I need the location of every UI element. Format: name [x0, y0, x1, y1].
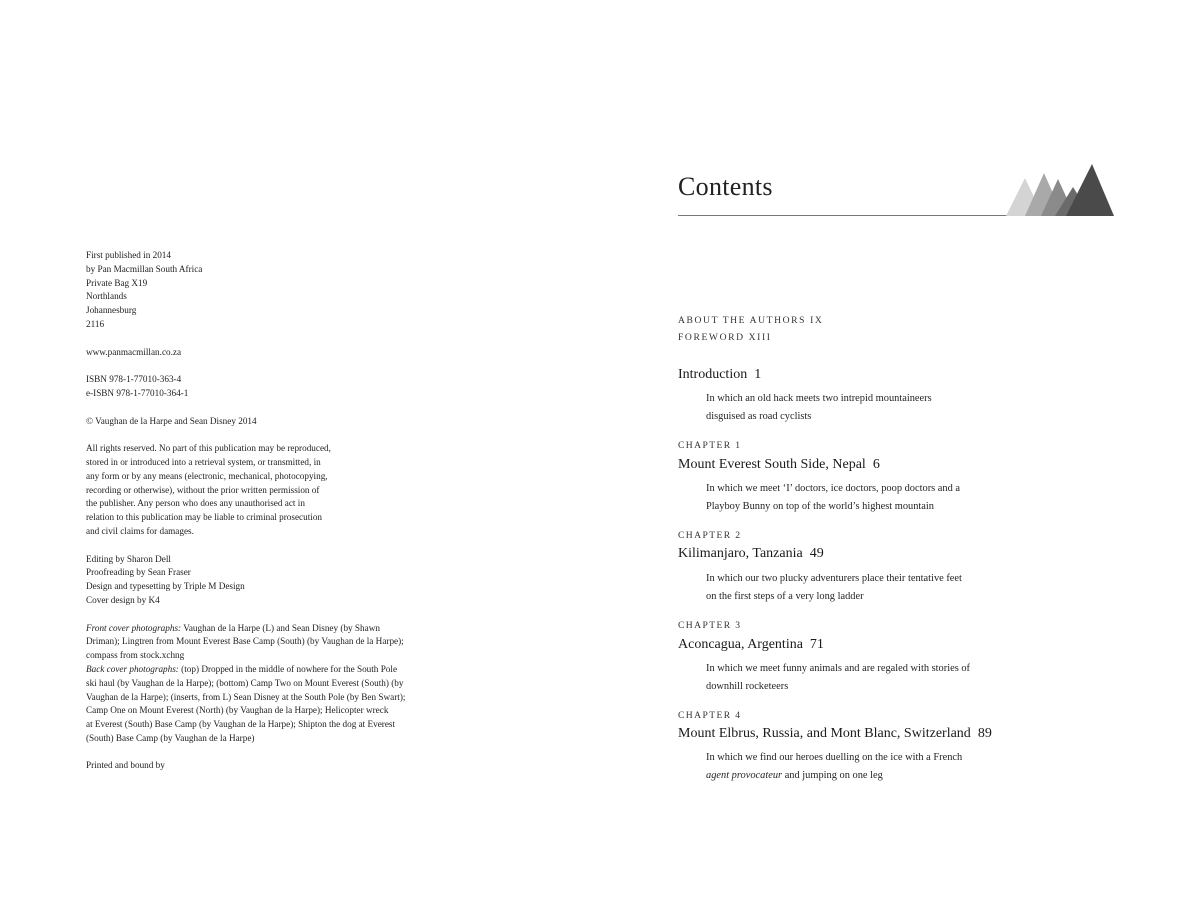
toc-description: [706, 660, 1016, 696]
chapter-label: CHAPTER 2: [678, 530, 742, 541]
toc-front-item[interactable]: [678, 315, 823, 326]
toc-page: 1: [754, 367, 762, 382]
toc-front-page: XIII: [748, 332, 772, 343]
toc-front-page: IX: [810, 315, 824, 326]
toc-page: 89: [977, 726, 992, 741]
credit-line: Cover design by K4: [86, 594, 160, 605]
chapter-label: CHAPTER 4: [678, 710, 742, 721]
chapter-label: CHAPTER 3: [678, 620, 742, 631]
front-cover-credit: [86, 622, 426, 636]
publisher-line: 2116: [86, 318, 105, 329]
mountains-icon: [1003, 163, 1115, 217]
front-cover-text: Vaughan de la Harpe (L) and Sean Disney (by Shawn: [181, 622, 380, 633]
toc-desc-rest: and jumping on one leg: [782, 770, 883, 781]
toc-introduction[interactable]: [678, 367, 761, 383]
toc-chapter-3[interactable]: [678, 637, 824, 653]
toc-desc-line: In which we meet ‘I’ doctors, ice doctors, poop doctors and a: [706, 483, 961, 494]
toc-title: Mount Elbrus, Russia, and Mont Blanc, Switzerland: [678, 726, 971, 741]
rights-line: relation to this publication may be liable to criminal prosecution: [86, 512, 323, 523]
rights-line: All rights reserved. No part of this publication may be reproduced,: [86, 443, 331, 454]
contents-title: Contents: [678, 172, 773, 201]
toc-desc-line: downhill rocketeers: [706, 681, 789, 692]
toc-front-label: ABOUT THE AUTHORS: [678, 315, 807, 326]
back-cover-label: Back cover photographs:: [86, 663, 179, 674]
publisher-line: First published in 2014: [86, 250, 171, 260]
toc-chapter-1[interactable]: [678, 457, 880, 473]
toc-desc-line: disguised as road cyclists: [706, 411, 812, 422]
toc-desc-line: In which an old hack meets two intrepid mountaineers: [706, 393, 932, 404]
toc-desc-line: on the first steps of a very long ladder: [706, 591, 864, 602]
toc-title: Aconcagua, Argentina: [678, 637, 803, 652]
toc-front-label: FOREWORD: [678, 332, 745, 343]
e-isbn: e-ISBN 978-1-77010-364-1: [86, 387, 189, 398]
toc-desc-line: Playboy Bunny on top of the world’s highest mountain: [706, 501, 935, 512]
toc-desc-italic: agent provocateur: [706, 770, 783, 781]
toc-description: [706, 480, 1016, 516]
toc-title: Kilimanjaro, Tanzania: [678, 546, 803, 561]
front-cover-credit-line: Driman); Lingtren from Mount Everest Base Camp (South) (by Vaughan de la Harpe);: [86, 636, 404, 647]
toc-page: 49: [809, 546, 824, 561]
back-cover-text: (top) Dropped in the middle of nowhere for the South Pole: [178, 663, 398, 674]
toc-desc-line: In which our two plucky adventurers place their tentative feet: [706, 573, 962, 584]
imprint-block: [86, 249, 426, 773]
toc-front-item[interactable]: [678, 332, 772, 343]
toc-desc-line: [706, 767, 1016, 785]
rights-line: stored in or introduced into a retrieval system, or transmitted, in: [86, 456, 321, 467]
publisher-line: by Pan Macmillan South Africa: [86, 263, 203, 274]
toc-description: [706, 570, 1016, 606]
toc-chapter-4[interactable]: [678, 726, 992, 742]
copyright-notice: © Vaughan de la Harpe and Sean Disney 2014: [86, 415, 257, 426]
toc-desc-line: In which we find our heroes duelling on the ice with a French: [706, 752, 963, 763]
credit-line: Design and typesetting by Triple M Design: [86, 581, 245, 592]
toc-page: 71: [809, 637, 824, 652]
toc-chapter-2[interactable]: [678, 546, 824, 562]
chapter-label: CHAPTER 1: [678, 440, 742, 451]
rights-line: recording or otherwise), without the prior written permission of: [86, 484, 320, 495]
publisher-line: Private Bag X19: [86, 277, 148, 288]
rights-line: and civil claims for damages.: [86, 525, 194, 536]
rights-line: the publisher. Any person who does any unauthorised act in: [86, 498, 305, 509]
toc-description: [706, 390, 1016, 426]
back-cover-credit-line: Camp One on Mount Everest (North) (by Vaughan de la Harpe); Helicopter wreck: [86, 705, 389, 716]
isbn: ISBN 978-1-77010-363-4: [86, 374, 182, 385]
printed-by: Printed and bound by: [86, 760, 165, 771]
rights-line: any form or by any means (electronic, mechanical, photocopying,: [86, 470, 328, 481]
toc-description: [706, 749, 1016, 785]
toc-title: Introduction: [678, 367, 748, 382]
publisher-line: Northlands: [86, 291, 127, 302]
back-cover-credit-line: Vaughan de la Harpe); (inserts, from L) Sean Disney at the South Pole (by Ben Swart);: [86, 691, 406, 702]
credit-line: Proofreading by Sean Fraser: [86, 567, 191, 578]
back-cover-credit-line: (South) Base Camp (by Vaughan de la Harpe): [86, 732, 255, 743]
publisher-website: www.panmacmillan.co.za: [86, 346, 182, 357]
back-cover-credit: [86, 663, 426, 677]
toc-desc-line: In which we meet funny animals and are regaled with stories of: [706, 663, 971, 674]
front-cover-credit-line: compass from stock.xchng: [86, 650, 185, 661]
back-cover-credit-line: ski haul (by Vaughan de la Harpe); (bottom) Camp Two on Mount Everest (South) (by: [86, 677, 404, 688]
toc-page: 6: [872, 457, 880, 472]
publisher-line: Johannesburg: [86, 305, 137, 316]
back-cover-credit-line: at Everest (South) Base Camp (by Vaughan de la Harpe); Shipton the dog at Everest: [86, 719, 396, 730]
toc-title: Mount Everest South Side, Nepal: [678, 457, 866, 472]
credit-line: Editing by Sharon Dell: [86, 553, 171, 564]
front-cover-label: Front cover photographs:: [86, 622, 182, 633]
